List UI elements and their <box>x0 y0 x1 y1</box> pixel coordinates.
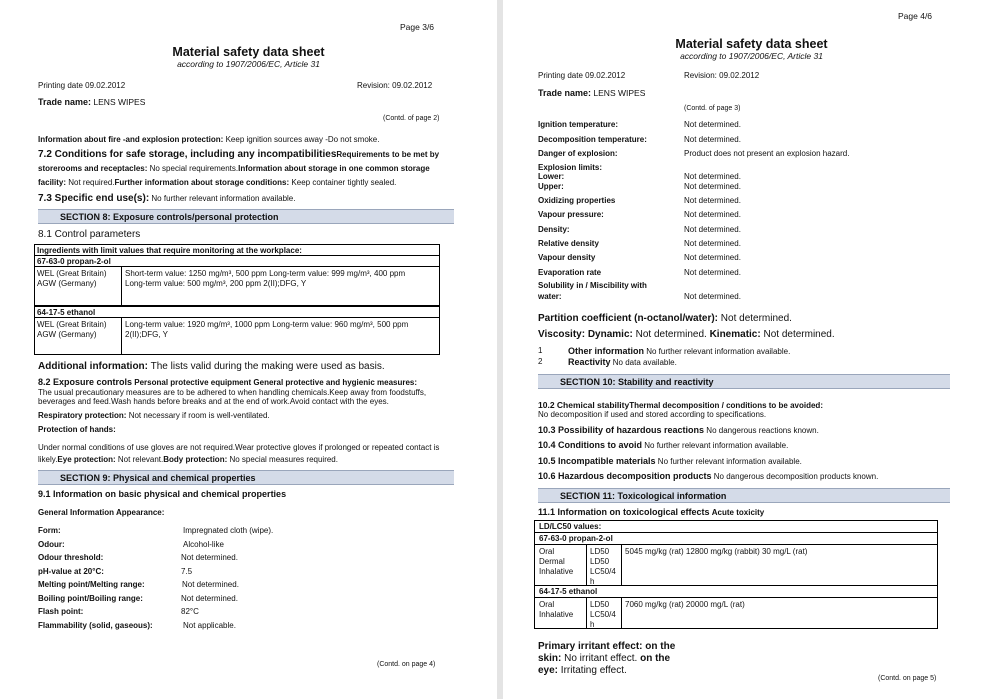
prop-value: Product does not present an explosion hazard. <box>684 149 850 158</box>
limits-sub-2: 64-17-5 ethanol <box>34 306 440 318</box>
s72-line2: storerooms and receptacles: No special requirements.Information about storage in one common storage <box>38 164 430 173</box>
revision: Revision: 09.02.2012 <box>357 81 433 90</box>
page-3 <box>0 0 497 699</box>
prop-label: Melting point/Melting range: <box>38 580 145 589</box>
revision: Revision: 09.02.2012 <box>684 71 760 80</box>
printing-date: Printing date 09.02.2012 <box>38 81 126 90</box>
item-2-num: 2 <box>538 357 543 366</box>
s102-text: No decomposition if used and stored according to specifications. <box>538 410 767 419</box>
prop-value: 82°C <box>181 607 199 616</box>
primary-irritant-line1: Primary irritant effect: on the <box>538 641 676 652</box>
tox-cell: LD50 <box>590 557 610 566</box>
tox-cell: LD50 <box>590 547 610 556</box>
s103: 10.3 Possibility of hazardous reactions No dangerous reactions known. <box>538 425 819 435</box>
primary-irritant-line2: skin: No irritant effect. on the <box>538 653 671 664</box>
ld-row-2: Oral Inhalative LD50 LC50/4 h 7060 mg/kg (rat) 20000 mg/L (rat) <box>534 597 938 629</box>
other-information: Other information No further relevant information available. <box>568 346 791 356</box>
doc-title: Material safety data sheet <box>675 37 828 51</box>
doc-subtitle: according to 1907/2006/EC, Article 31 <box>680 51 823 61</box>
tox-cell: h <box>590 577 595 586</box>
prop-value: Alcohol-like <box>183 539 224 549</box>
prop-label: Oxidizing properties <box>538 196 616 205</box>
solubility-label-1: Solubility in / Miscibility with <box>538 281 647 290</box>
prop-label: Relative density <box>538 238 599 248</box>
page-number: Page 4/6 <box>898 11 933 21</box>
item-1-num: 1 <box>538 346 543 355</box>
prop-value: Not determined. <box>181 593 238 603</box>
tox-cell: Oral <box>539 547 555 556</box>
partition-coefficient: Partition coefficient (n-octanol/water): Not determined. <box>538 313 792 324</box>
ld-row-1: Oral Dermal Inhalative LD50 LD50 LC50/4 h 5045 mg/kg (rat) 12800 mg/kg (rabbit) 30 mg/L (rat) <box>534 544 938 586</box>
primary-irritant-line3: eye: Irritating effect. <box>538 665 627 676</box>
fire-info: Information about fire -and explosion protection: Keep ignition sources away -Do not smoke. <box>38 135 380 144</box>
lower-value: Not determined. <box>684 172 741 181</box>
viscosity: Viscosity: Dynamic: Not determined. Kinematic: Not determined. <box>538 329 835 340</box>
prop-label: Evaporation rate <box>538 267 602 277</box>
respiratory-protection: Respiratory protection: Not necessary if room is well-ventilated. <box>38 411 270 420</box>
contd-of: (Contd. of page 3) <box>684 105 741 112</box>
prop-value: Not determined. <box>684 134 741 144</box>
prop-value: Not determined. <box>684 120 741 129</box>
prop-label: Flammability (solid, gaseous): <box>38 620 153 630</box>
doc-subtitle: according to 1907/2006/EC, Article 31 <box>177 59 320 69</box>
tox-cell: Oral <box>539 600 555 609</box>
tox-cell: Dermal <box>539 557 565 566</box>
s106: 10.6 Hazardous decomposition products No dangerous decomposition products known. <box>538 471 879 481</box>
s82-line1: The usual precautionary measures are to be adhered to when handling chemicals.Keep away from foodstuffs, <box>38 388 427 397</box>
limits-table-head: Ingredients with limit values that require monitoring at the workplace: <box>34 244 440 256</box>
prop-label: Odour threshold: <box>38 553 104 562</box>
solubility-label-2: water: <box>538 292 562 301</box>
hands-protection-label: Protection of hands: <box>38 425 116 434</box>
prop-value: Not determined. <box>684 224 741 234</box>
contd-of: (Contd. of page 2) <box>383 115 440 122</box>
contd-on: (Contd. on page 4) <box>377 661 436 668</box>
prop-value: Not determined. <box>181 553 238 562</box>
section-9-header: SECTION 9: Physical and chemical properties <box>38 470 454 485</box>
tox-cell: LC50/4 <box>590 610 616 619</box>
ld-sub-1: 67-63-0 propan-2-ol <box>534 532 938 545</box>
doc-title: Material safety data sheet <box>172 45 325 59</box>
ld-table-head: LD/LC50 values: <box>534 520 938 533</box>
page-number: Page 3/6 <box>400 22 435 32</box>
s91-title: 9.1 Information on basic physical and chemical properties <box>38 489 287 499</box>
s81-title: 8.1 Control parameters <box>38 229 141 240</box>
printing-date: Printing date 09.02.2012 <box>538 71 626 80</box>
section-11-header: SECTION 11: Toxicological information <box>538 488 950 503</box>
prop-label: pH-value at 20°C: <box>38 566 104 576</box>
upper-value: Not determined. <box>684 182 741 191</box>
prop-value: 7.5 <box>181 566 193 576</box>
s105: 10.5 Incompatible materials No further relevant information available. <box>538 456 802 466</box>
explosion-limits-label: Explosion limits: <box>538 163 603 172</box>
gloves-line1: Under normal conditions of use gloves are not required.Wear protective gloves if prolonged or repeated contact is <box>38 443 440 452</box>
prop-label: Ignition temperature: <box>538 120 619 129</box>
prop-label: Danger of explosion: <box>538 149 618 158</box>
s82-line2: beverages and feed.Wash hands before breaks and at the end of work.Avoid contact with the eyes. <box>38 397 389 406</box>
prop-label: Decomposition temperature: <box>538 134 647 144</box>
s102-head: 10.2 Chemical stabilityThermal decomposition / conditions to be avoided: <box>538 400 823 410</box>
trade-name: Trade name: LENS WIPES <box>538 88 646 98</box>
trade-name: Trade name: LENS WIPES <box>38 97 146 107</box>
page-4 <box>503 0 1000 699</box>
tox-cell: Inhalative <box>539 567 574 576</box>
prop-label: Density: <box>538 224 570 234</box>
lower-label: Lower: <box>538 172 565 181</box>
tox-cell: Inhalative <box>539 610 574 619</box>
prop-value: Not determined. <box>182 580 239 589</box>
general-appearance: General Information Appearance: <box>38 508 165 517</box>
prop-label: Vapour density <box>538 253 596 263</box>
additional-info: Additional information: The lists valid during the making were used as basis. <box>38 361 385 372</box>
prop-label: Form: <box>38 526 61 535</box>
prop-label: Odour: <box>38 539 65 549</box>
tox-cell: LD50 <box>590 600 610 609</box>
s104: 10.4 Conditions to avoid No further relevant information available. <box>538 440 789 450</box>
s72-line3: facility: Not required.Further information about storage conditions: Keep container tightly sealed. <box>38 178 397 187</box>
prop-label: Vapour pressure: <box>538 210 604 220</box>
limits-sub-1: 67-63-0 propan-2-ol <box>34 255 440 267</box>
s72-line1: 7.2 Conditions for safe storage, including any incompatibilitiesRequirements to be met by <box>38 149 440 160</box>
ld-sub-2: 64-17-5 ethanol <box>534 585 938 598</box>
reactivity: Reactivity No data available. <box>568 357 677 367</box>
prop-value: Not determined. <box>684 267 741 277</box>
s73: 7.3 Specific end use(s): No further relevant information available. <box>38 193 296 204</box>
s111: 11.1 Information on toxicological effects Acute toxicity <box>538 507 765 517</box>
prop-value: Not determined. <box>684 210 741 220</box>
prop-value: Impregnated cloth (wipe). <box>183 526 274 535</box>
tox-cell: h <box>590 620 595 629</box>
upper-label: Upper: <box>538 182 564 191</box>
section-10-header: SECTION 10: Stability and reactivity <box>538 374 950 389</box>
prop-value: Not determined. <box>684 253 741 263</box>
section-8-header: SECTION 8: Exposure controls/personal protection <box>38 209 454 224</box>
gloves-line2: likely.Eye protection: Not relevant.Body protection: No special measures required. <box>38 455 338 464</box>
limits-row-1: WEL (Great Britain) AGW (Germany) Short-term value: 1250 mg/m³, 500 ppm Long-term value: 999 mg/m³, 400 ppm Long-term value: 500 mg/m³, 200 ppm 2(II);DFG, Y <box>34 266 440 306</box>
limits-row-2: WEL (Great Britain) AGW (Germany) Long-term value: 1920 mg/m³, 1000 ppm Long-term value: 960 mg/m³, 500 ppm 2(II);DFG, Y <box>34 317 440 355</box>
prop-label: Flash point: <box>38 607 84 616</box>
contd-on: (Contd. on page 5) <box>878 675 937 682</box>
s82-head: 8.2 Exposure controls Personal protective equipment General protective and hygienic measures: <box>38 377 418 387</box>
solubility-value: Not determined. <box>684 292 741 301</box>
prop-label: Boiling point/Boiling range: <box>38 593 143 603</box>
prop-value: Not applicable. <box>183 620 236 630</box>
tox-cell: LC50/4 <box>590 567 616 576</box>
prop-value: Not determined. <box>684 196 741 205</box>
prop-value: Not determined. <box>684 238 741 248</box>
